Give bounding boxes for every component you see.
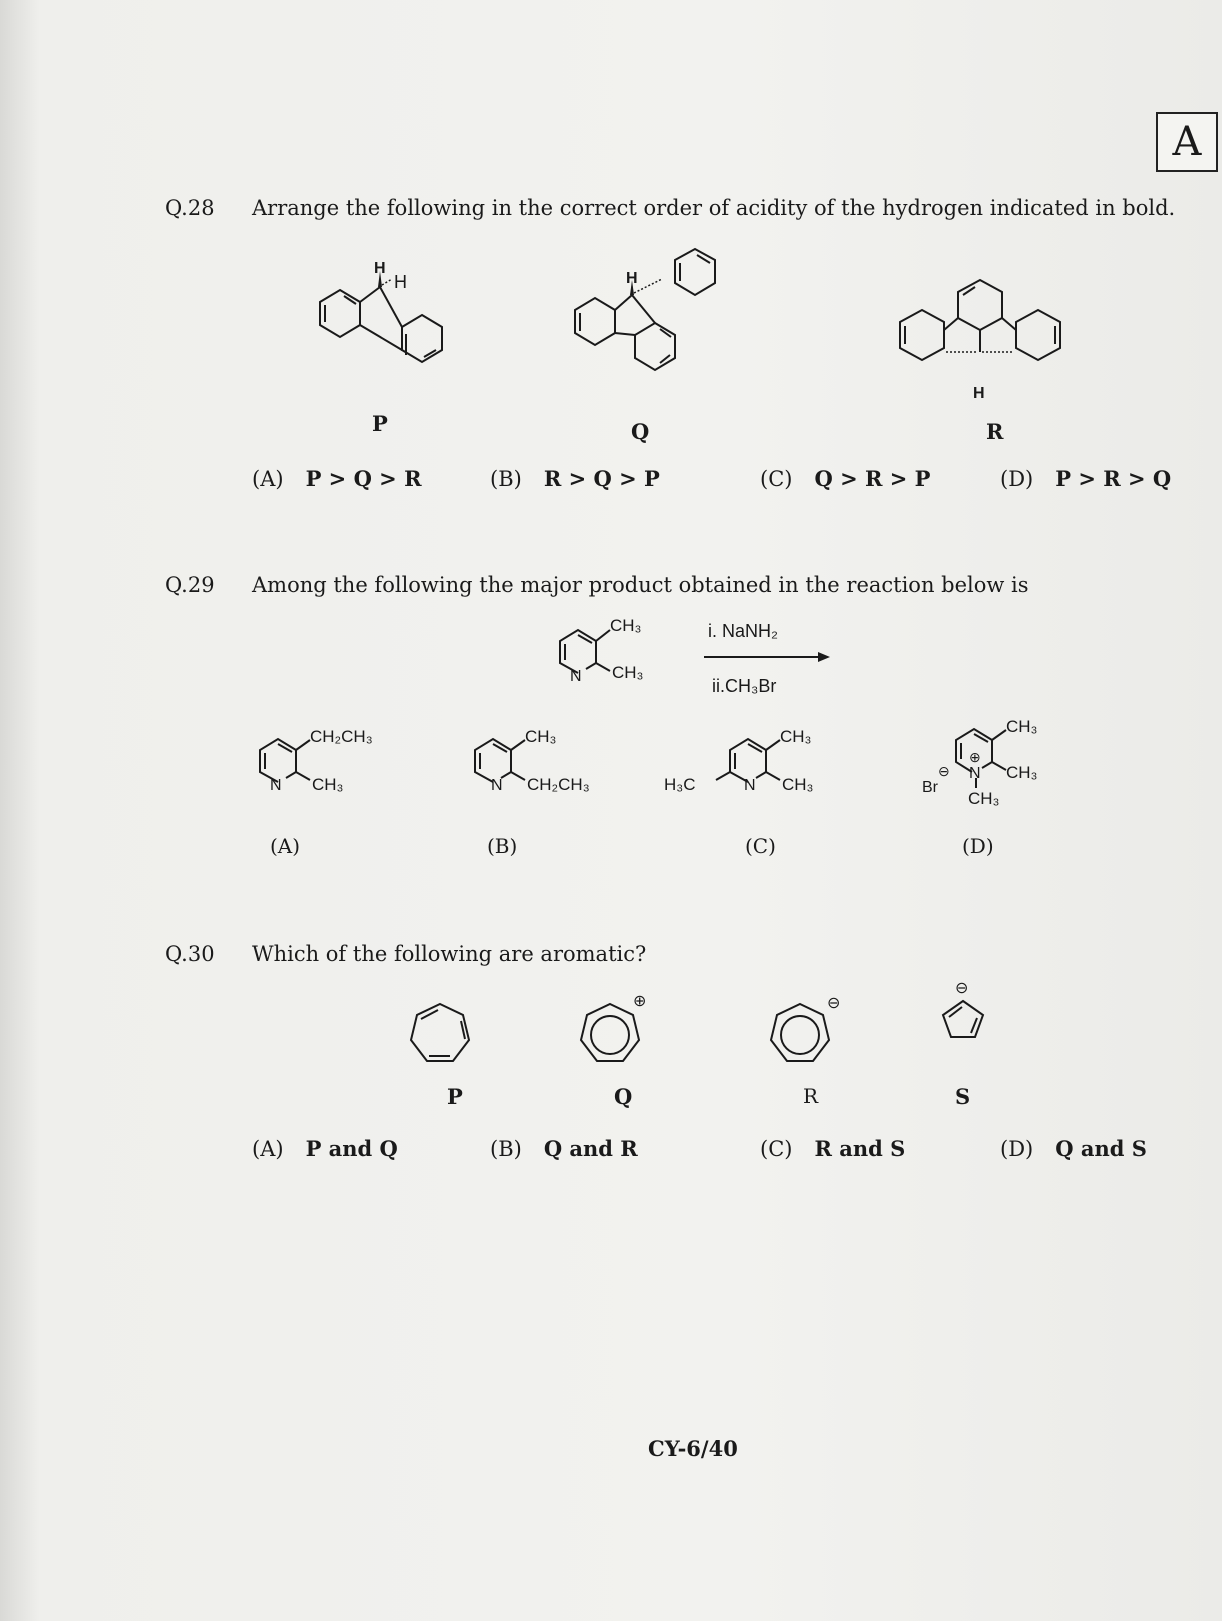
q29-reagent-1: i. NaNH₂ xyxy=(708,621,778,641)
q28-option-a-text: P > Q > R xyxy=(305,466,422,491)
q29-c-n: N xyxy=(744,777,756,794)
q30-option-a[interactable] xyxy=(252,1136,398,1161)
q30-structure-r xyxy=(765,990,855,1070)
q28-number: Q.28 xyxy=(165,196,215,220)
q30-structure-q xyxy=(575,990,665,1070)
q29-a-n: N xyxy=(270,777,282,794)
q28-label-p: P xyxy=(372,411,388,436)
q30-option-c[interactable] xyxy=(760,1136,905,1161)
q30-structure-p xyxy=(405,1000,475,1070)
q28-label-r: R xyxy=(986,419,1004,444)
page-footer: CY-6/40 xyxy=(648,1436,738,1461)
q29-label-d[interactable]: (D) xyxy=(962,834,994,858)
q30-option-d-letter: (D) xyxy=(1000,1137,1034,1161)
q30-r-minus: ⊖ xyxy=(827,995,841,1012)
q28-option-d-letter: (D) xyxy=(1000,467,1034,491)
q30-structure-s xyxy=(935,975,995,1045)
q29-reaction-arrow xyxy=(702,650,832,664)
q28-text: Arrange the following in the correct order of acidity of the hydrogen indicated in bold. xyxy=(252,196,1176,220)
q28-structure-p xyxy=(300,260,460,395)
q28-option-b-letter: (B) xyxy=(490,467,522,491)
q28-option-d-text: P > R > Q xyxy=(1055,466,1172,491)
q30-number: Q.30 xyxy=(165,942,215,966)
q30-label-p: P xyxy=(447,1084,463,1109)
q28-label-q: Q xyxy=(631,419,650,444)
q28-option-d[interactable] xyxy=(1000,466,1171,491)
q28-option-a-letter: (A) xyxy=(252,467,284,491)
q30-option-d-text: Q and S xyxy=(1055,1136,1147,1161)
q28-r-h-bold: H xyxy=(973,385,985,402)
set-code-box: A xyxy=(1156,112,1218,172)
q29-c-h3c: H₃C xyxy=(664,775,696,794)
q30-option-b[interactable] xyxy=(490,1136,638,1161)
q29-d-br: Br xyxy=(922,779,938,796)
q29-d-minus: ⊖ xyxy=(938,763,950,779)
q28-option-a[interactable] xyxy=(252,466,422,491)
q28-option-c-text: Q > R > P xyxy=(814,466,931,491)
q29-a-ch2ch3: CH₂CH₃ xyxy=(310,727,373,746)
q30-option-d[interactable] xyxy=(1000,1136,1147,1161)
q29-reagent-2: ii.CH₃Br xyxy=(712,676,777,696)
q29-structure-c xyxy=(664,720,850,810)
q28-option-b[interactable] xyxy=(490,466,660,491)
q29-d-ch3-right: CH₃ xyxy=(1006,763,1038,782)
q29-d-ch3-top: CH₃ xyxy=(1006,717,1038,736)
q29-b-n: N xyxy=(491,777,503,794)
q29-number: Q.29 xyxy=(165,573,215,597)
q28-option-c[interactable] xyxy=(760,466,930,491)
q29-reactant-ch3-top: CH₃ xyxy=(610,616,642,635)
q30-option-a-text: P and Q xyxy=(305,1136,398,1161)
q28-p-h-bold: H xyxy=(374,260,386,277)
q29-d-ch3-n: CH₃ xyxy=(968,789,1000,808)
q29-label-c[interactable]: (C) xyxy=(745,834,776,858)
q29-c-ch3-top: CH₃ xyxy=(780,727,812,746)
q29-a-ch3: CH₃ xyxy=(312,775,344,794)
q29-b-ch2ch3: CH₂CH₃ xyxy=(527,775,590,794)
q29-d-n: N xyxy=(969,765,981,782)
q30-label-r: R xyxy=(803,1084,819,1108)
q28-structure-q xyxy=(550,255,730,395)
q30-q-plus: ⊕ xyxy=(633,993,647,1010)
q29-c-ch3-bottom: CH₃ xyxy=(782,775,814,794)
q28-p-h: H xyxy=(394,272,407,292)
q29-label-b[interactable]: (B) xyxy=(487,834,518,858)
q29-reactant-n: N xyxy=(570,668,582,685)
q30-option-b-text: Q and R xyxy=(543,1136,638,1161)
q29-d-plus: ⊕ xyxy=(969,749,981,765)
q29-reactant-ch3-bottom: CH₃ xyxy=(612,663,644,682)
q30-label-s: S xyxy=(955,1084,971,1109)
q30-option-c-text: R and S xyxy=(814,1136,906,1161)
q29-structure-a xyxy=(250,720,420,810)
q29-text: Among the following the major product obtained in the reaction below is xyxy=(252,573,1029,597)
q29-label-a[interactable]: (A) xyxy=(270,834,301,858)
q28-option-c-letter: (C) xyxy=(760,467,793,491)
q28-structure-r xyxy=(870,270,1090,410)
q30-option-c-letter: (C) xyxy=(760,1137,793,1161)
q29-b-ch3: CH₃ xyxy=(525,727,557,746)
q30-text: Which of the following are aromatic? xyxy=(252,942,647,966)
q29-structure-d xyxy=(920,710,1090,820)
q28-option-b-text: R > Q > P xyxy=(543,466,660,491)
q28-q-h-bold: H xyxy=(626,270,638,287)
q30-label-q: Q xyxy=(614,1084,633,1109)
q29-structure-b xyxy=(465,720,635,810)
q30-s-minus: ⊖ xyxy=(955,980,969,997)
q29-reactant xyxy=(540,615,670,695)
q30-option-b-letter: (B) xyxy=(490,1137,522,1161)
q30-option-a-letter: (A) xyxy=(252,1137,284,1161)
